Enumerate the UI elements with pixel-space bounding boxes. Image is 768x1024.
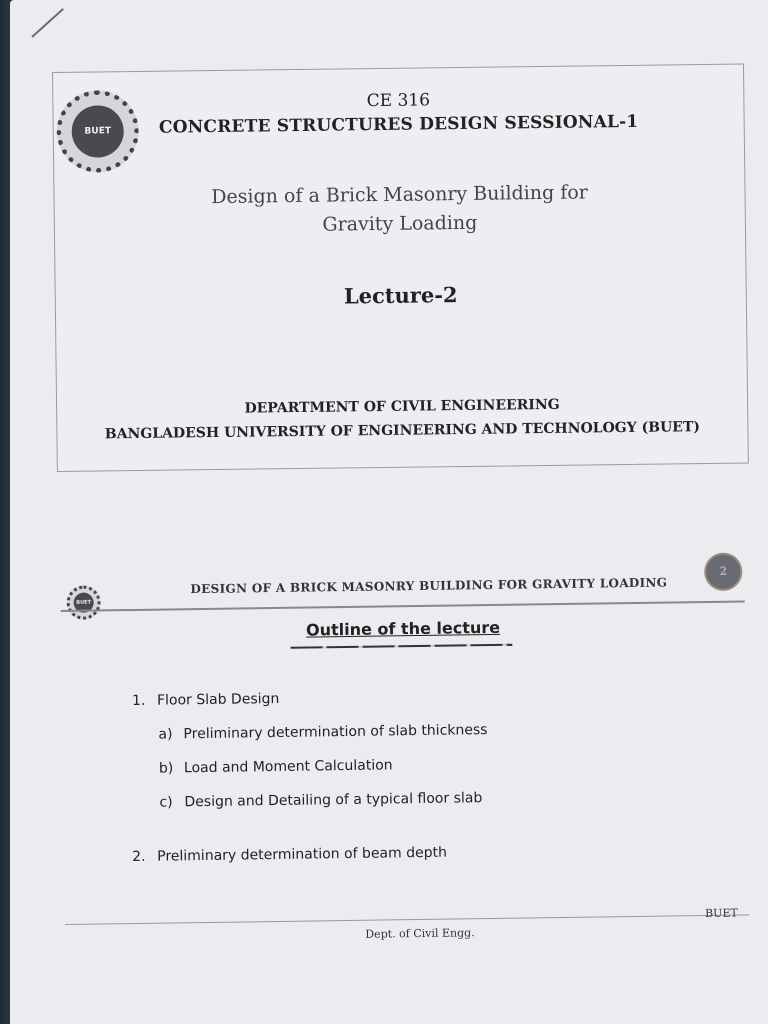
pen-mark (31, 8, 64, 38)
page-number-badge: 2 (704, 552, 743, 591)
slide-header: DESIGN OF A BRICK MASONRY BUILDING FOR GRAVITY LOADING (190, 575, 668, 597)
lecture-number: Lecture-2 (343, 282, 458, 309)
list-item (159, 757, 393, 776)
title-slide (52, 64, 749, 472)
list-item-text: Design and Detailing of a typical floor slab (184, 790, 483, 811)
list-item (159, 790, 482, 811)
outline-title: Outline of the lecture (305, 617, 501, 640)
university-name: BANGLADESH UNIVERSITY OF ENGINEERING AND TECHNOLOGY (BUET) (104, 419, 701, 443)
list-item (132, 845, 447, 865)
list-item-number: c) (159, 794, 173, 811)
outline-slide (60, 546, 749, 946)
printed-page (10, 0, 768, 1024)
outline-underline (290, 644, 512, 649)
footer-department: Dept. of Civil Engg. (365, 926, 475, 941)
list-item-number: a) (158, 726, 173, 743)
course-code: CE 316 (366, 90, 431, 112)
buet-logo-icon: BUET (56, 90, 139, 173)
list-item (132, 691, 280, 709)
course-name: CONCRETE STRUCTURES DESIGN SESSIONAL-1 (158, 111, 639, 138)
design-title (54, 177, 745, 243)
header-divider (61, 600, 745, 612)
design-title-line2: Gravity Loading (322, 211, 478, 236)
footer-institution: BUET (704, 906, 738, 921)
design-title-line1: Design of a Brick Masonry Building for (211, 181, 588, 209)
department-name: DEPARTMENT OF CIVIL ENGINEERING (244, 396, 560, 417)
list-item (158, 722, 487, 743)
list-item-number: 2. (132, 848, 146, 866)
list-item-text: Preliminary determination of slab thickness (183, 722, 488, 743)
buet-logo-small-icon: BUET (66, 585, 100, 619)
list-item-text: Preliminary determination of beam depth (157, 844, 448, 865)
footer-divider (65, 914, 749, 925)
list-item-text: Floor Slab Design (156, 690, 280, 709)
list-item-text: Load and Moment Calculation (183, 757, 393, 777)
list-item-number: b) (158, 760, 174, 777)
list-item-number: 1. (131, 692, 146, 710)
